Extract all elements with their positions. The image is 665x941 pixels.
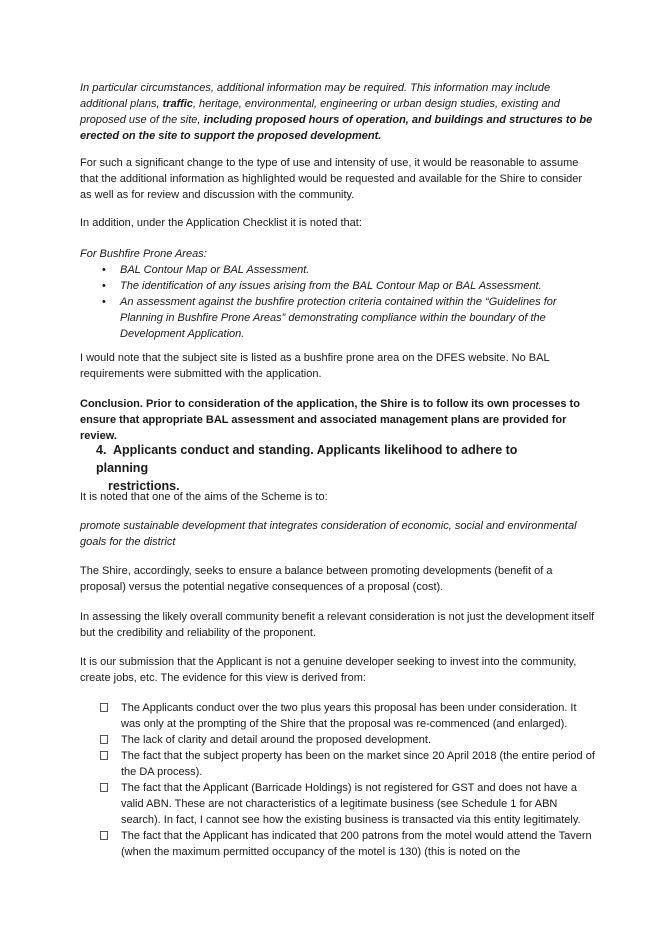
bushfire-list xyxy=(80,262,595,342)
p1-text-traffic: traffic xyxy=(162,98,193,110)
p1-text-a: In particular circumstances, additional information may be required. This information may include additional plans, xyxy=(80,82,551,110)
checkbox-icon xyxy=(100,831,108,840)
checklist-intro: In addition, under the Application Checklist it is noted that: xyxy=(80,217,362,229)
bushfire-title: For Bushfire Prone Areas: xyxy=(80,248,207,260)
checkbox-icon xyxy=(100,751,108,760)
additional-info-paragraph xyxy=(80,80,595,144)
scheme-aims-intro: It is noted that one of the aims of the Scheme is to: xyxy=(80,491,328,503)
list-item: • BAL Contour Map or BAL Assessment. xyxy=(102,264,310,276)
list-item: The lack of clarity and detail around the proposed development. xyxy=(80,732,595,748)
evidence-list xyxy=(80,700,595,860)
list-item: The fact that the Applicant (Barricade Holdings) is not registered for GST and does not have a valid ABN. These are not characteristics of a legitimate business (see Schedule 1 for ABN search). In fact, I cannot see how the existing business is transacted via this entity legitimately. xyxy=(80,780,595,828)
heading-number: 4. xyxy=(96,443,107,457)
list-item: • The identification of any issues arising from the BAL Contour Map or BAL Assessment. xyxy=(102,280,542,292)
significant-change-paragraph: For such a significant change to the type of use and intensity of use, it would be reasonable to assume that the additional information as highlighted would be requested and available for the Shire to consider as well as for review and discussion with the community. xyxy=(80,157,583,201)
scheme-aim-quote: promote sustainable development that integrates consideration of economic, social and environmental goals for the district xyxy=(80,520,577,548)
balance-paragraph: The Shire, accordingly, seeks to ensure a balance between promoting developments (benefit of a proposal) versus the potential negative consequences of a proposal (cost). xyxy=(80,565,553,593)
section-heading-4 xyxy=(96,441,566,495)
bullet-icon: • xyxy=(102,264,106,276)
dfes-paragraph: I would note that the subject site is listed as a bushfire prone area on the DFES website. No BAL requirements were submitted with the application. xyxy=(80,352,550,380)
community-benefit-paragraph: In assessing the likely overall community benefit a relevant consideration is not just the development itself but the credibility and reliability of the proponent. xyxy=(80,611,595,639)
list-item: The fact that the subject property has been on the market since 20 April 2018 (the entire period of the DA process). xyxy=(80,748,595,780)
conclusion-paragraph: Conclusion. Prior to consideration of the application, the Shire is to follow its own processes to ensure that appropriate BAL assessment and associated management plans are provided for review. xyxy=(80,398,580,442)
p1-text-bold-d: including proposed hours of operation, and buildings and structures to be erected on the site to support the proposed development. xyxy=(80,114,593,142)
bullet-icon: • xyxy=(102,280,106,292)
checkbox-icon xyxy=(100,703,108,712)
list-item: The Applicants conduct over the two plus years this proposal has been under consideration. It was only at the prompting of the Shire that the proposal was re-commenced (and enlarged). xyxy=(80,700,595,732)
bullet-icon: • xyxy=(102,296,106,308)
submission-paragraph: It is our submission that the Applicant is not a genuine developer seeking to invest into the community, create jobs, etc. The evidence for this view is derived from: xyxy=(80,656,577,684)
checkbox-icon xyxy=(100,735,108,744)
list-item: • An assessment against the bushfire protection criteria contained within the “Guidelines for Planning in Bushfire Prone Areas” demonstrating compliance within the boundary of the Development Application. xyxy=(102,296,557,340)
checkbox-icon xyxy=(100,783,108,792)
heading-line-2: restrictions. xyxy=(108,479,180,493)
list-item: The fact that the Applicant has indicated that 200 patrons from the motel would attend the Tavern (when the maximum permitted occupancy of the motel is 130) (this is noted on the xyxy=(80,828,595,860)
heading-line-1: Applicants conduct and standing. Applicants likelihood to adhere to planning xyxy=(96,443,518,475)
p1-text-c: , heritage, environmental, engineering or urban design studies, existing and proposed use of the site, xyxy=(80,98,560,126)
